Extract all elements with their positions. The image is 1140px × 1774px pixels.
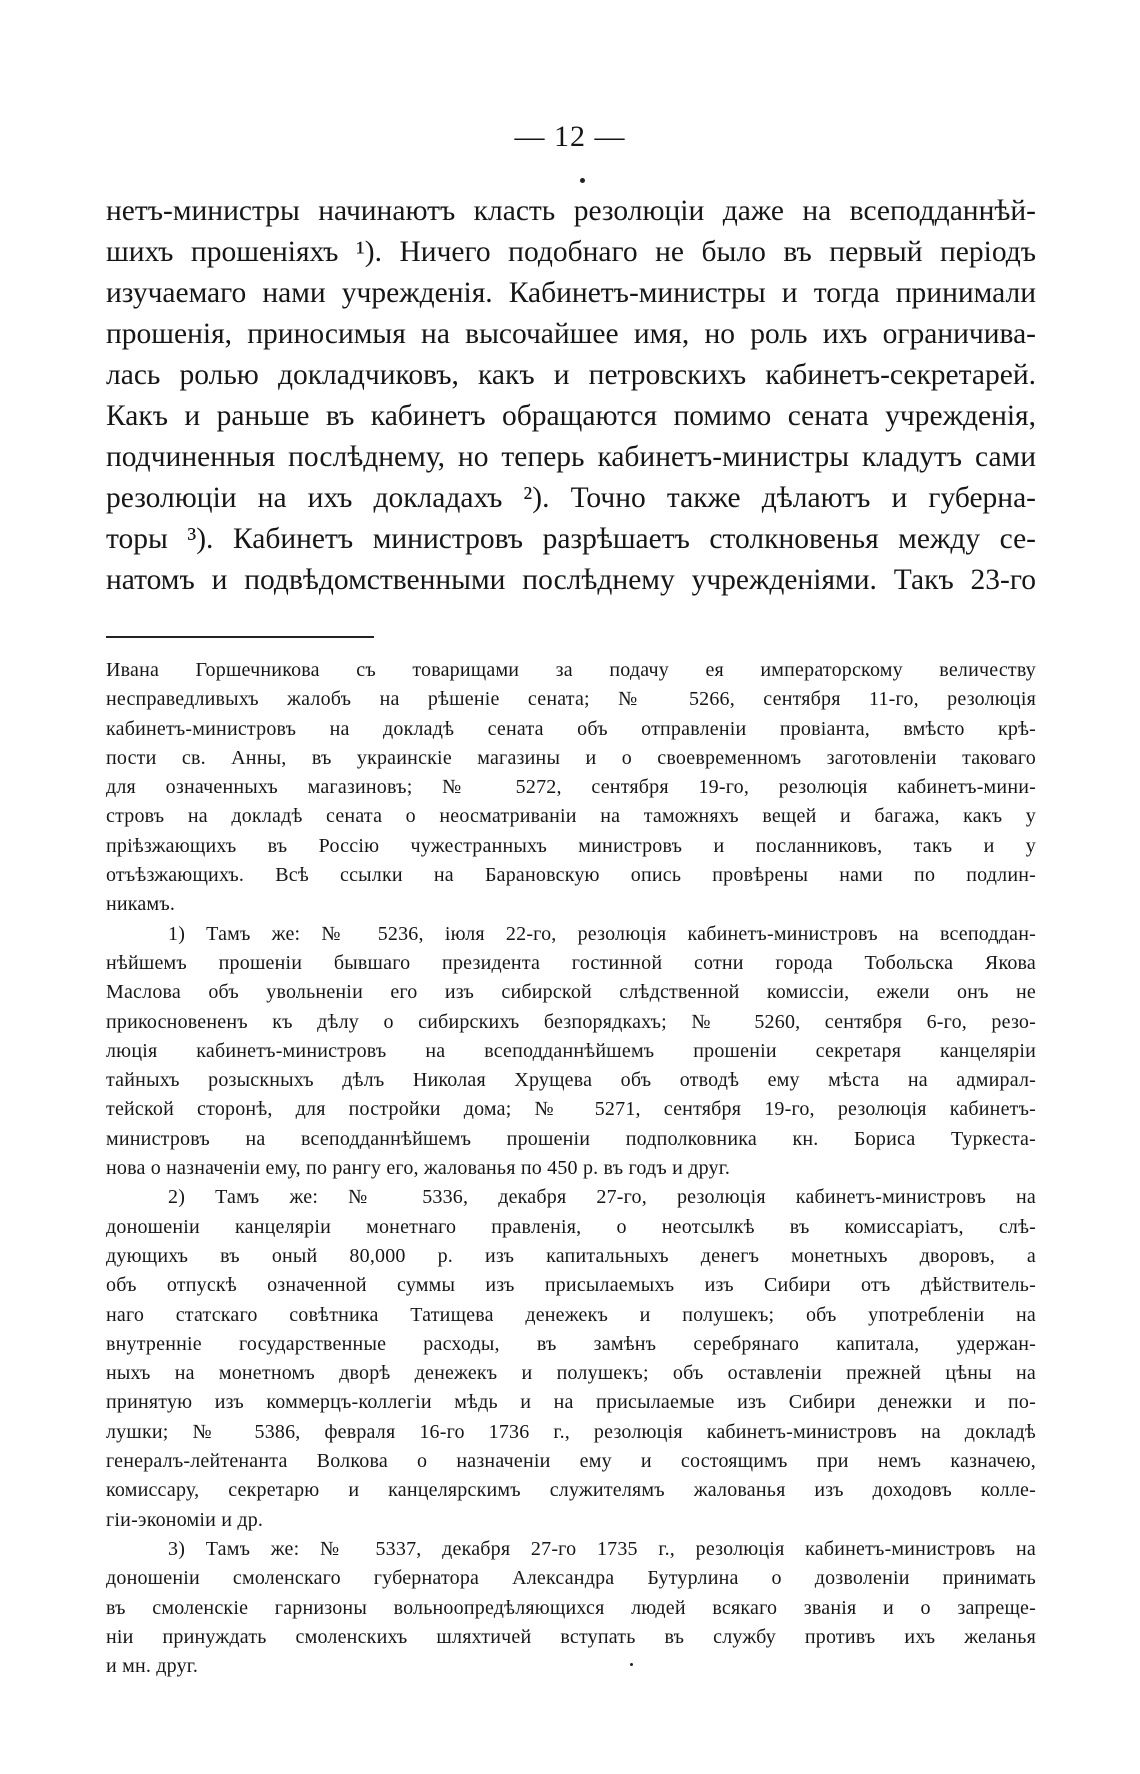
footnote-line: внутренніе государственные расходы, въ замѣнъ серебрянаго капитала, удержан- (106, 1332, 1036, 1355)
footnote-line: 1) Тамъ же: № 5236, іюля 22-го, резолюція кабинетъ-министровъ на всеподдан- (168, 922, 1036, 945)
footnote-line: генералъ-лейтенанта Волкова о назначеніи ему и состоящимъ при немъ казначею, (106, 1450, 1036, 1473)
main-text-line: прошенія, приносимыя на высочайшее имя, но роль ихъ ограничива- (106, 318, 1036, 350)
footnotes (106, 656, 1036, 1681)
footnote-line: Ивана Горшечникова съ товарищами за подачу ея императорскому величеству (106, 659, 1036, 681)
main-text-line: изучаемаго нами учрежденія. Кабинетъ-министры и тогда принимали (106, 277, 1036, 309)
footnote-line: комиссару, секретарю и канцелярскимъ служителямъ жалованья изъ доходовъ колле- (106, 1479, 1036, 1502)
footnote-line: дующихъ въ оный 80,000 р. изъ капитальныхъ денегъ монетныхъ дворовъ, а (106, 1244, 1036, 1267)
footnote-line: 3) Тамъ же: № 5337, декабря 27-го 1735 г., резолюція кабинетъ-министровъ на (168, 1537, 1036, 1560)
main-text (106, 191, 1036, 601)
footnote-line: стровъ на докладѣ сената о неосматриваніи на таможняхъ вещей и багажа, какъ у (106, 805, 1036, 828)
footnote-line: доношеніи смоленскаго губернатора Александра Бутурлина о дозволеніи принимать (106, 1567, 1036, 1590)
main-text-line: натомъ и подвѣдомственными послѣднему учрежденіями. Такъ 23-го (106, 564, 1036, 596)
footnote-line: никамъ. (106, 893, 176, 916)
footnote-continuation (106, 656, 1036, 920)
main-text-line: резолюціи на ихъ докладахъ ²). Точно также дѣлаютъ и губерна- (106, 482, 1036, 514)
footnote-line: тайныхъ розыскныхъ дѣлъ Николая Хрущева объ отводѣ ему мѣста на адмирал- (106, 1069, 1036, 1092)
main-text-line: торы ³). Кабинетъ министровъ разрѣшаетъ столкновенья между се- (106, 523, 1036, 555)
main-text-line: лась ролью докладчиковъ, какъ и петровскихъ кабинетъ-секретарей. (106, 359, 1036, 391)
footnote-line: въ смоленскіе гарнизоны вольноопредѣляющихся людей всякаго званія и о запреще- (106, 1596, 1036, 1619)
footnote-2 (106, 1183, 1036, 1535)
footnote-line: наго статскаго совѣтника Татищева денежекъ и полушекъ; объ употребленіи на (106, 1303, 1036, 1326)
footnote-line: министровъ на всеподданнѣйшемъ прошеніи подполковника кн. Бориса Туркеста- (106, 1127, 1036, 1150)
footnote-line: тейской сторонѣ, для постройки дома; № 5271, сентября 19-го, резолюція кабинетъ- (106, 1098, 1036, 1121)
print-speck (630, 1663, 633, 1666)
footnote-line: несправедливыхъ жалобъ на рѣшеніе сената; № 5266, сентября 11-го, резолюція (106, 688, 1036, 711)
footnote-line: Маслова объ увольненіи его изъ сибирской слѣдственной комиссіи, ежели онъ не (106, 981, 1036, 1004)
footnote-line: 2) Тамъ же: № 5336, декабря 27-го, резолюція кабинетъ-министровъ на (168, 1186, 1036, 1209)
footnote-line: отъѣзжающихъ. Всѣ ссылки на Барановскую опись провѣрены нами по подлин- (106, 864, 1036, 887)
footnote-3 (106, 1535, 1036, 1681)
footnote-line: объ отпускѣ означенной суммы изъ присылаемыхъ изъ Сибири отъ дѣйствитель- (106, 1274, 1036, 1297)
footnote-line: лушки; № 5386, февраля 16-го 1736 г., резолюція кабинетъ-министровъ на докладѣ (106, 1420, 1036, 1443)
footnote-line: принятую изъ коммерцъ-коллегіи мѣдь и на присылаемые изъ Сибири денежки и по- (106, 1391, 1036, 1414)
footnote-line: нова о назначеніи ему, по рангу его, жалованья по 450 р. въ годъ и друг. (106, 1157, 731, 1180)
footnote-line: пости св. Анны, въ украинскіе магазины и о своевременномъ заготовленіи таковаго (106, 746, 1036, 769)
footnote-line: нѣйшемъ прошеніи бывшаго президента гостинной сотни города Тобольска Якова (106, 951, 1036, 974)
footnote-line: доношеніи канцеляріи монетнаго правленія, о неотсылкѣ въ комиссаріатъ, слѣ- (106, 1215, 1036, 1238)
footnote-line: прикосновененъ къ дѣлу о сибирскихъ безпорядкахъ; № 5260, сентября 6-го, резо- (106, 1010, 1036, 1033)
main-text-line: шихъ прошеніяхъ ¹). Ничего подобнаго не было въ первый періодъ (106, 236, 1036, 268)
main-text-line: Какъ и раньше въ кабинетъ обращаются помимо сената учрежденія, (106, 400, 1036, 432)
footnote-line: гіи-экономіи и др. (106, 1508, 264, 1531)
page-number: — 12 — (514, 120, 626, 153)
print-speck (580, 178, 585, 183)
main-text-line: нетъ-министры начинаютъ класть резолюціи даже на всеподданнѣй- (106, 195, 1036, 227)
footnote-line: кабинетъ-министровъ на докладѣ сената объ отправленіи провіанта, вмѣсто крѣ- (106, 717, 1036, 740)
footnote-1 (106, 920, 1036, 1184)
footnote-line: пріѣзжающихъ въ Россію чужестранныхъ министровъ и посланниковъ, такъ и у (106, 834, 1036, 857)
footnote-line: ныхъ на монетномъ дворѣ денежекъ и полушекъ; объ оставленіи прежней цѣны на (106, 1362, 1036, 1385)
footnote-line: люція кабинетъ-министровъ на всеподданнѣйшемъ прошеніи секретаря канцеляріи (106, 1039, 1036, 1062)
main-text-line: подчиненныя послѣднему, но теперь кабинетъ-министры кладутъ сами (106, 441, 1036, 473)
footnote-line: ніи принуждать смоленскихъ шляхтичей вступать въ службу противъ ихъ желанья (106, 1625, 1036, 1648)
footnote-line: и мн. друг. (106, 1655, 199, 1678)
footnote-line: для означенныхъ магазиновъ; № 5272, сентября 19-го, резолюція кабинетъ-мини- (106, 776, 1036, 799)
footnote-separator (106, 636, 374, 638)
